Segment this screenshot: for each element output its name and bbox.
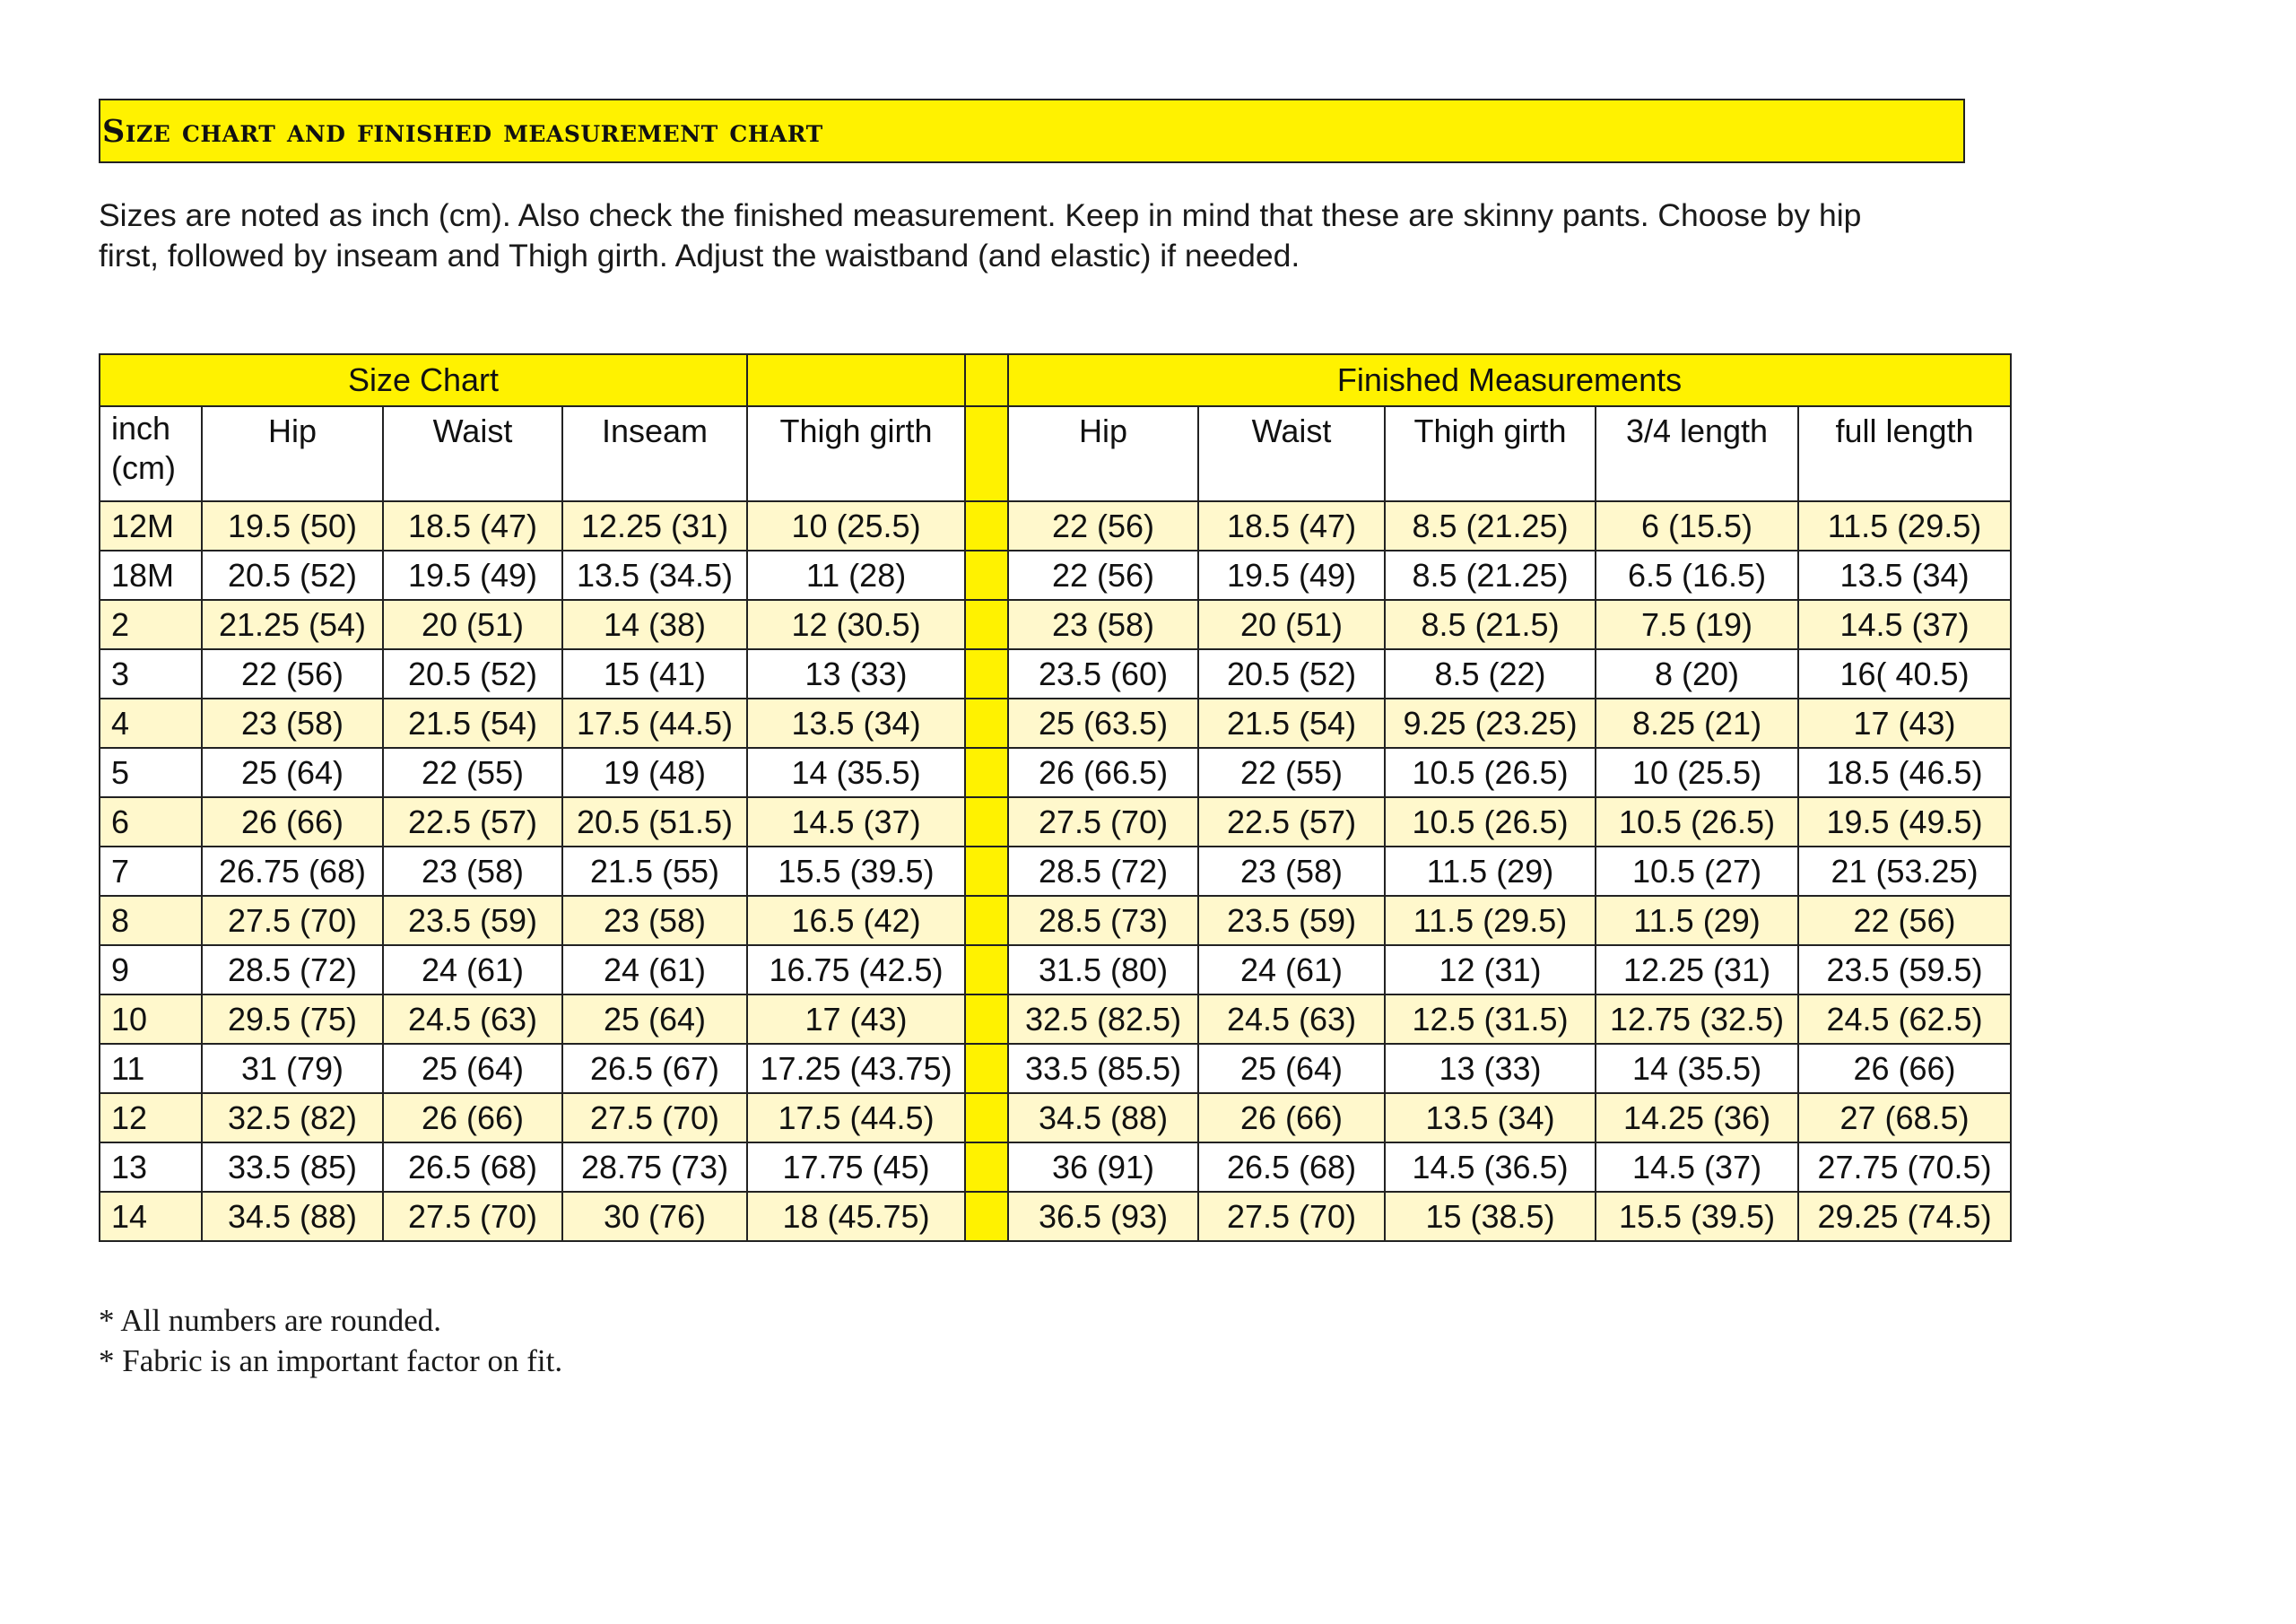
cell-finished-hip: 23 (58) bbox=[1008, 600, 1198, 649]
header-hip: Hip bbox=[202, 406, 383, 501]
cell-finished-thigh-girth: 14.5 (36.5) bbox=[1385, 1142, 1596, 1192]
cell-finished-thigh-girth: 10.5 (26.5) bbox=[1385, 797, 1596, 847]
cell-waist: 20 (51) bbox=[383, 600, 562, 649]
cell-hip: 23 (58) bbox=[202, 699, 383, 748]
cell-hip: 21.25 (54) bbox=[202, 600, 383, 649]
cell-finished-hip: 32.5 (82.5) bbox=[1008, 994, 1198, 1044]
cell-thigh-girth: 12 (30.5) bbox=[747, 600, 965, 649]
header-three-quarter-length: 3/4 length bbox=[1596, 406, 1798, 501]
cell-three-quarter-length: 11.5 (29) bbox=[1596, 896, 1798, 945]
cell-size: 3 bbox=[100, 649, 202, 699]
cell-three-quarter-length: 10.5 (27) bbox=[1596, 847, 1798, 896]
cell-thigh-girth: 13.5 (34) bbox=[747, 699, 965, 748]
intro-line-2: first, followed by inseam and Thigh girth. Adjust the waistband (and elastic) if needed. bbox=[99, 238, 1300, 274]
separator-cell bbox=[965, 797, 1008, 847]
cell-finished-hip: 27.5 (70) bbox=[1008, 797, 1198, 847]
cell-inseam: 13.5 (34.5) bbox=[562, 551, 747, 600]
cell-thigh-girth: 13 (33) bbox=[747, 649, 965, 699]
cell-size: 13 bbox=[100, 1142, 202, 1192]
cell-three-quarter-length: 10.5 (26.5) bbox=[1596, 797, 1798, 847]
cell-hip: 28.5 (72) bbox=[202, 945, 383, 994]
cell-three-quarter-length: 14.5 (37) bbox=[1596, 1142, 1798, 1192]
header-thigh-girth: Thigh girth bbox=[747, 406, 965, 501]
cell-full-length: 17 (43) bbox=[1798, 699, 2011, 748]
cell-finished-thigh-girth: 13 (33) bbox=[1385, 1044, 1596, 1093]
cell-size: 10 bbox=[100, 994, 202, 1044]
table-row bbox=[100, 896, 2011, 945]
size-chart-table bbox=[99, 353, 2012, 1242]
cell-three-quarter-length: 14 (35.5) bbox=[1596, 1044, 1798, 1093]
header-size: inch (cm) bbox=[100, 406, 202, 501]
cell-three-quarter-length: 10 (25.5) bbox=[1596, 748, 1798, 797]
cell-inseam: 25 (64) bbox=[562, 994, 747, 1044]
cell-finished-waist: 20.5 (52) bbox=[1198, 649, 1385, 699]
separator-cell bbox=[965, 1044, 1008, 1093]
cell-full-length: 19.5 (49.5) bbox=[1798, 797, 2011, 847]
cell-size: 7 bbox=[100, 847, 202, 896]
table-row bbox=[100, 994, 2011, 1044]
intro-line-1: Sizes are noted as inch (cm). Also check the finished measurement. Keep in mind that these are skinny pants. Choose by hip bbox=[99, 197, 1862, 233]
header-finished-waist: Waist bbox=[1198, 406, 1385, 501]
cell-three-quarter-length: 6 (15.5) bbox=[1596, 501, 1798, 551]
cell-hip: 20.5 (52) bbox=[202, 551, 383, 600]
cell-inseam: 24 (61) bbox=[562, 945, 747, 994]
cell-inseam: 23 (58) bbox=[562, 896, 747, 945]
cell-three-quarter-length: 12.75 (32.5) bbox=[1596, 994, 1798, 1044]
cell-waist: 26.5 (68) bbox=[383, 1142, 562, 1192]
footnote-rounded: * All numbers are rounded. bbox=[99, 1303, 441, 1338]
cell-finished-hip: 25 (63.5) bbox=[1008, 699, 1198, 748]
table-row bbox=[100, 847, 2011, 896]
cell-finished-hip: 36 (91) bbox=[1008, 1142, 1198, 1192]
cell-thigh-girth: 11 (28) bbox=[747, 551, 965, 600]
cell-finished-hip: 34.5 (88) bbox=[1008, 1093, 1198, 1142]
group-size-chart: Size Chart bbox=[100, 354, 747, 406]
cell-finished-waist: 26.5 (68) bbox=[1198, 1142, 1385, 1192]
separator-cell bbox=[965, 501, 1008, 551]
cell-hip: 32.5 (82) bbox=[202, 1093, 383, 1142]
cell-size: 12M bbox=[100, 501, 202, 551]
cell-finished-hip: 28.5 (73) bbox=[1008, 896, 1198, 945]
cell-waist: 18.5 (47) bbox=[383, 501, 562, 551]
cell-waist: 25 (64) bbox=[383, 1044, 562, 1093]
cell-inseam: 27.5 (70) bbox=[562, 1093, 747, 1142]
cell-thigh-girth: 16.5 (42) bbox=[747, 896, 965, 945]
separator-cell bbox=[965, 406, 1008, 501]
cell-finished-thigh-girth: 8.5 (21.25) bbox=[1385, 551, 1596, 600]
cell-finished-waist: 26 (66) bbox=[1198, 1093, 1385, 1142]
cell-three-quarter-length: 8.25 (21) bbox=[1596, 699, 1798, 748]
separator-cell bbox=[965, 1093, 1008, 1142]
cell-inseam: 20.5 (51.5) bbox=[562, 797, 747, 847]
footnotes bbox=[99, 1300, 562, 1381]
cell-inseam: 17.5 (44.5) bbox=[562, 699, 747, 748]
cell-finished-thigh-girth: 12 (31) bbox=[1385, 945, 1596, 994]
cell-full-length: 18.5 (46.5) bbox=[1798, 748, 2011, 797]
cell-full-length: 22 (56) bbox=[1798, 896, 2011, 945]
cell-waist: 22.5 (57) bbox=[383, 797, 562, 847]
header-full-length: full length bbox=[1798, 406, 2011, 501]
cell-finished-thigh-girth: 8.5 (21.5) bbox=[1385, 600, 1596, 649]
cell-inseam: 12.25 (31) bbox=[562, 501, 747, 551]
cell-full-length: 29.25 (74.5) bbox=[1798, 1192, 2011, 1241]
cell-size: 8 bbox=[100, 896, 202, 945]
table-row bbox=[100, 551, 2011, 600]
cell-hip: 27.5 (70) bbox=[202, 896, 383, 945]
cell-inseam: 28.75 (73) bbox=[562, 1142, 747, 1192]
cell-inseam: 30 (76) bbox=[562, 1192, 747, 1241]
cell-full-length: 14.5 (37) bbox=[1798, 600, 2011, 649]
cell-hip: 25 (64) bbox=[202, 748, 383, 797]
cell-full-length: 11.5 (29.5) bbox=[1798, 501, 2011, 551]
cell-thigh-girth: 14.5 (37) bbox=[747, 797, 965, 847]
cell-waist: 19.5 (49) bbox=[383, 551, 562, 600]
header-finished-thigh-girth: Thigh girth bbox=[1385, 406, 1596, 501]
cell-thigh-girth: 17.25 (43.75) bbox=[747, 1044, 965, 1093]
cell-hip: 26 (66) bbox=[202, 797, 383, 847]
title-bar bbox=[99, 99, 1965, 163]
table-row bbox=[100, 699, 2011, 748]
cell-hip: 19.5 (50) bbox=[202, 501, 383, 551]
cell-finished-thigh-girth: 9.25 (23.25) bbox=[1385, 699, 1596, 748]
cell-finished-hip: 22 (56) bbox=[1008, 551, 1198, 600]
cell-thigh-girth: 17.5 (44.5) bbox=[747, 1093, 965, 1142]
cell-full-length: 27 (68.5) bbox=[1798, 1093, 2011, 1142]
cell-thigh-girth: 15.5 (39.5) bbox=[747, 847, 965, 896]
separator-cell bbox=[965, 699, 1008, 748]
cell-size: 14 bbox=[100, 1192, 202, 1241]
cell-finished-waist: 24.5 (63) bbox=[1198, 994, 1385, 1044]
cell-finished-waist: 21.5 (54) bbox=[1198, 699, 1385, 748]
cell-size: 4 bbox=[100, 699, 202, 748]
cell-inseam: 14 (38) bbox=[562, 600, 747, 649]
cell-finished-hip: 26 (66.5) bbox=[1008, 748, 1198, 797]
cell-hip: 26.75 (68) bbox=[202, 847, 383, 896]
cell-finished-waist: 19.5 (49) bbox=[1198, 551, 1385, 600]
cell-size: 18M bbox=[100, 551, 202, 600]
cell-size: 2 bbox=[100, 600, 202, 649]
separator-cell bbox=[965, 748, 1008, 797]
group-finished-measurements: Finished Measurements bbox=[1008, 354, 2011, 406]
cell-three-quarter-length: 12.25 (31) bbox=[1596, 945, 1798, 994]
cell-three-quarter-length: 6.5 (16.5) bbox=[1596, 551, 1798, 600]
cell-waist: 26 (66) bbox=[383, 1093, 562, 1142]
group-blank-cell bbox=[747, 354, 965, 406]
table-row bbox=[100, 1192, 2011, 1241]
cell-inseam: 19 (48) bbox=[562, 748, 747, 797]
cell-three-quarter-length: 14.25 (36) bbox=[1596, 1093, 1798, 1142]
table-row bbox=[100, 797, 2011, 847]
cell-thigh-girth: 18 (45.75) bbox=[747, 1192, 965, 1241]
table-row bbox=[100, 1142, 2011, 1192]
cell-finished-hip: 23.5 (60) bbox=[1008, 649, 1198, 699]
header-inseam: Inseam bbox=[562, 406, 747, 501]
separator-cell bbox=[965, 896, 1008, 945]
separator-cell bbox=[965, 551, 1008, 600]
cell-inseam: 15 (41) bbox=[562, 649, 747, 699]
header-finished-hip: Hip bbox=[1008, 406, 1198, 501]
cell-finished-waist: 24 (61) bbox=[1198, 945, 1385, 994]
footnote-fabric: * Fabric is an important factor on fit. bbox=[99, 1343, 563, 1378]
cell-hip: 22 (56) bbox=[202, 649, 383, 699]
cell-finished-hip: 33.5 (85.5) bbox=[1008, 1044, 1198, 1093]
cell-full-length: 24.5 (62.5) bbox=[1798, 994, 2011, 1044]
cell-finished-waist: 22 (55) bbox=[1198, 748, 1385, 797]
separator-cell bbox=[965, 354, 1008, 406]
cell-thigh-girth: 17 (43) bbox=[747, 994, 965, 1044]
cell-hip: 33.5 (85) bbox=[202, 1142, 383, 1192]
group-header-row bbox=[100, 354, 2011, 406]
cell-finished-thigh-girth: 8.5 (22) bbox=[1385, 649, 1596, 699]
cell-finished-waist: 25 (64) bbox=[1198, 1044, 1385, 1093]
cell-size: 6 bbox=[100, 797, 202, 847]
table-row bbox=[100, 600, 2011, 649]
cell-full-length: 27.75 (70.5) bbox=[1798, 1142, 2011, 1192]
cell-thigh-girth: 16.75 (42.5) bbox=[747, 945, 965, 994]
cell-waist: 21.5 (54) bbox=[383, 699, 562, 748]
cell-full-length: 26 (66) bbox=[1798, 1044, 2011, 1093]
cell-finished-waist: 18.5 (47) bbox=[1198, 501, 1385, 551]
cell-size: 9 bbox=[100, 945, 202, 994]
cell-waist: 23 (58) bbox=[383, 847, 562, 896]
cell-finished-waist: 20 (51) bbox=[1198, 600, 1385, 649]
cell-size: 11 bbox=[100, 1044, 202, 1093]
cell-finished-hip: 28.5 (72) bbox=[1008, 847, 1198, 896]
cell-full-length: 13.5 (34) bbox=[1798, 551, 2011, 600]
table-row bbox=[100, 649, 2011, 699]
table-row bbox=[100, 1044, 2011, 1093]
cell-finished-thigh-girth: 11.5 (29.5) bbox=[1385, 896, 1596, 945]
cell-hip: 31 (79) bbox=[202, 1044, 383, 1093]
table-row bbox=[100, 501, 2011, 551]
cell-finished-thigh-girth: 8.5 (21.25) bbox=[1385, 501, 1596, 551]
cell-finished-thigh-girth: 12.5 (31.5) bbox=[1385, 994, 1596, 1044]
cell-waist: 27.5 (70) bbox=[383, 1192, 562, 1241]
cell-three-quarter-length: 8 (20) bbox=[1596, 649, 1798, 699]
cell-waist: 22 (55) bbox=[383, 748, 562, 797]
header-waist: Waist bbox=[383, 406, 562, 501]
table-body bbox=[100, 501, 2011, 1241]
cell-waist: 24.5 (63) bbox=[383, 994, 562, 1044]
cell-waist: 23.5 (59) bbox=[383, 896, 562, 945]
cell-size: 12 bbox=[100, 1093, 202, 1142]
cell-hip: 34.5 (88) bbox=[202, 1192, 383, 1241]
separator-cell bbox=[965, 1192, 1008, 1241]
table-row bbox=[100, 1093, 2011, 1142]
cell-inseam: 21.5 (55) bbox=[562, 847, 747, 896]
cell-thigh-girth: 14 (35.5) bbox=[747, 748, 965, 797]
cell-full-length: 16( 40.5) bbox=[1798, 649, 2011, 699]
cell-finished-waist: 22.5 (57) bbox=[1198, 797, 1385, 847]
separator-cell bbox=[965, 847, 1008, 896]
table-row bbox=[100, 748, 2011, 797]
cell-full-length: 23.5 (59.5) bbox=[1798, 945, 2011, 994]
cell-hip: 29.5 (75) bbox=[202, 994, 383, 1044]
separator-cell bbox=[965, 1142, 1008, 1192]
separator-cell bbox=[965, 649, 1008, 699]
cell-finished-hip: 22 (56) bbox=[1008, 501, 1198, 551]
cell-finished-thigh-girth: 13.5 (34) bbox=[1385, 1093, 1596, 1142]
cell-waist: 20.5 (52) bbox=[383, 649, 562, 699]
separator-cell bbox=[965, 994, 1008, 1044]
cell-finished-waist: 23 (58) bbox=[1198, 847, 1385, 896]
cell-size: 5 bbox=[100, 748, 202, 797]
cell-full-length: 21 (53.25) bbox=[1798, 847, 2011, 896]
page-title: Size chart and finished measurement chart bbox=[102, 112, 823, 150]
intro-text bbox=[99, 195, 1991, 276]
cell-finished-waist: 23.5 (59) bbox=[1198, 896, 1385, 945]
cell-finished-hip: 31.5 (80) bbox=[1008, 945, 1198, 994]
cell-finished-thigh-girth: 11.5 (29) bbox=[1385, 847, 1596, 896]
cell-three-quarter-length: 7.5 (19) bbox=[1596, 600, 1798, 649]
cell-finished-thigh-girth: 10.5 (26.5) bbox=[1385, 748, 1596, 797]
cell-waist: 24 (61) bbox=[383, 945, 562, 994]
cell-three-quarter-length: 15.5 (39.5) bbox=[1596, 1192, 1798, 1241]
cell-thigh-girth: 10 (25.5) bbox=[747, 501, 965, 551]
separator-cell bbox=[965, 945, 1008, 994]
cell-finished-waist: 27.5 (70) bbox=[1198, 1192, 1385, 1241]
table-row bbox=[100, 945, 2011, 994]
cell-finished-thigh-girth: 15 (38.5) bbox=[1385, 1192, 1596, 1241]
cell-finished-hip: 36.5 (93) bbox=[1008, 1192, 1198, 1241]
separator-cell bbox=[965, 600, 1008, 649]
cell-inseam: 26.5 (67) bbox=[562, 1044, 747, 1093]
cell-thigh-girth: 17.75 (45) bbox=[747, 1142, 965, 1192]
column-header-row bbox=[100, 406, 2011, 501]
